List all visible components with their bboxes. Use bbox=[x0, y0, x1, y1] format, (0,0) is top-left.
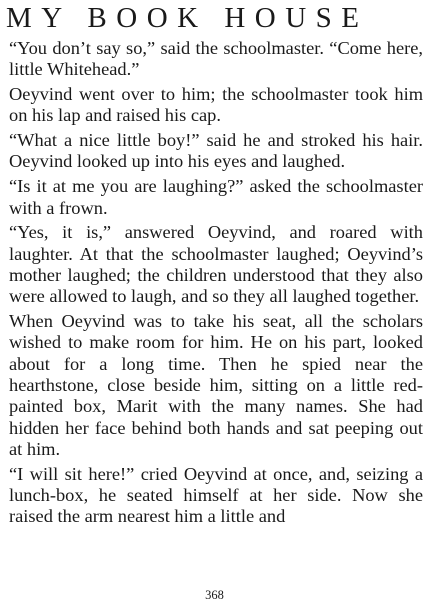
paragraph: “What a nice little boy!” said he and stroked his hair. Oeyvind looked up into his eyes and laughed. bbox=[9, 130, 423, 172]
paragraph: When Oeyvind was to take his seat, all the scholars wished to make room for him. He on his part, looked about for a long time. Then he spied near the hearthstone, close beside him, sitting on a little red-painted box, Marit with the many names. She had hidden her face behind both hands and sat peeping out at him. bbox=[9, 311, 423, 459]
paragraph: “Yes, it is,” answered Oeyvind, and roared with laughter. At that the schoolmaster laughed; Oeyvind’s mother laughed; the children understood that they also were allowed to laugh, and so they all laughed together. bbox=[9, 222, 423, 307]
paragraph: “Is it at me you are laughing?” asked the schoolmaster with a frown. bbox=[9, 176, 423, 218]
body-text bbox=[9, 38, 423, 531]
paragraph: “You don’t say so,” said the schoolmaster. “Come here, little Whitehead.” bbox=[9, 38, 423, 80]
paragraph: “I will sit here!” cried Oeyvind at once, and, seizing a lunch-box, he seated himself at her side. Now she raised the arm nearest him a little and bbox=[9, 463, 423, 527]
page-number: 368 bbox=[205, 588, 224, 602]
running-header: MY BOOK HOUSE bbox=[6, 2, 369, 34]
paragraph: Oeyvind went over to him; the schoolmaster took him on his lap and raised his cap. bbox=[9, 84, 423, 126]
